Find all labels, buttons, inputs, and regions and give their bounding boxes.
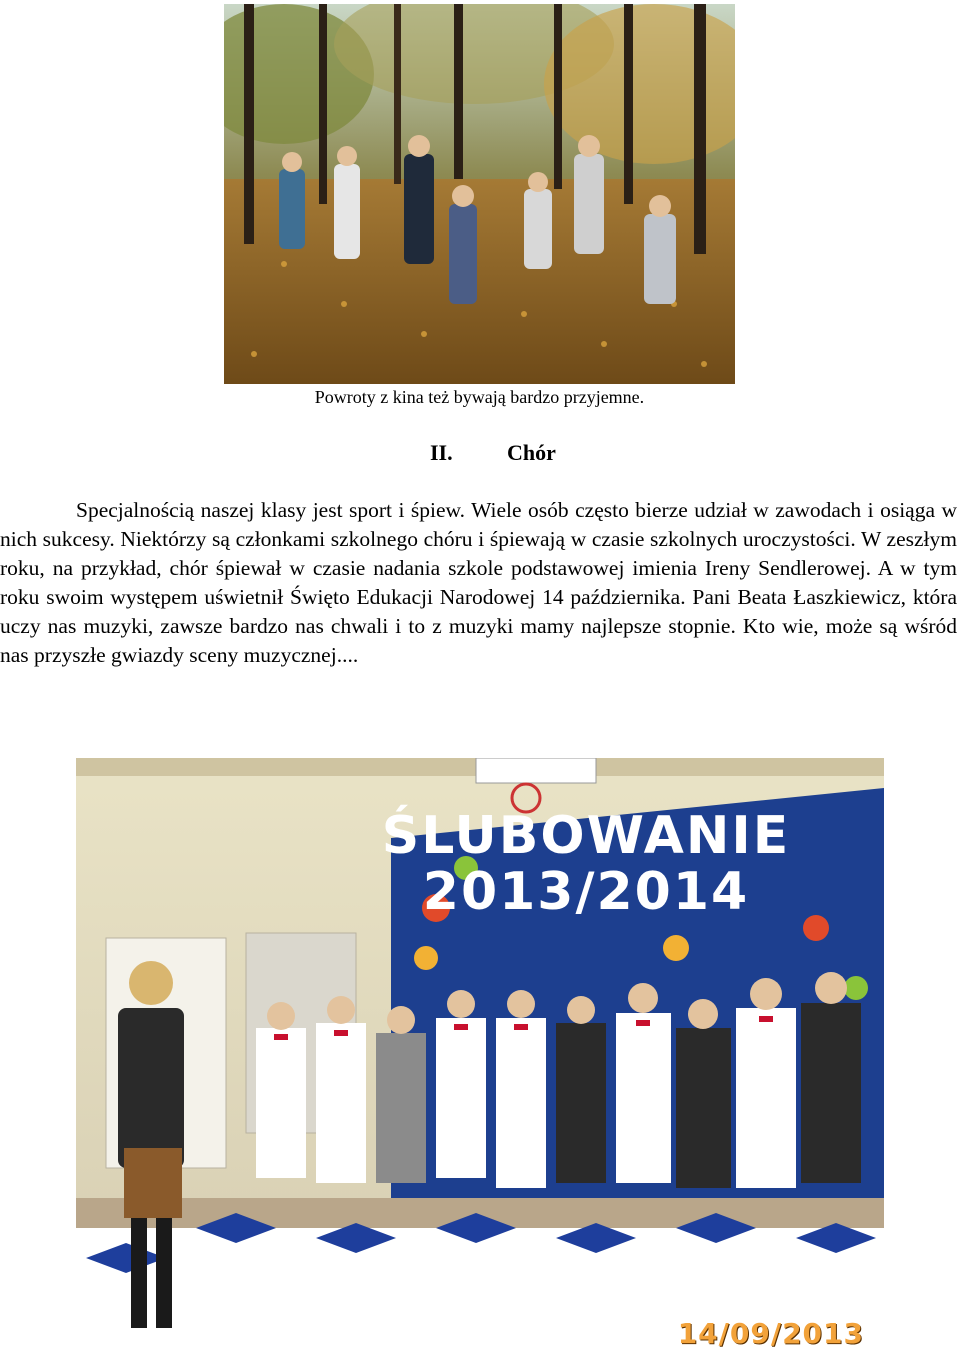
- body-paragraph: Specjalnością naszej klasy jest sport i śpiew. Wiele osób często bierze udział w zawodach i osiąga w nich sukcesy. Niektórzy są członkami szkolnego chóru i śpiewają w czasie szkolnych uroczystości. W zeszłym roku, na przykład, chór śpiewał w czasie nadania szkole podstawowej imienia Ireny Sendlerowej. A w tym roku swoim występem uświetnił Święto Edukacji Narodowej 14 października. Pani Beata Łaszkiewicz, która uczy nas muzyki, zawsze bardzo nas chwali i to z muzyki mamy najlepsze stopnie. Kto wie, może są wśród nas przyszłe gwiazdy sceny muzycznej....: [0, 498, 957, 667]
- banner-line-1: ŚLUBOWANIE: [381, 806, 791, 866]
- choir-performance-photo: [76, 758, 884, 1364]
- autumn-park-illustration: [224, 4, 735, 384]
- banner-line-2: 2013/2014: [422, 862, 750, 922]
- autumn-park-photo: [224, 4, 735, 384]
- section-title: Chór: [507, 440, 556, 465]
- photo-date-stamp: 14/09/2013: [677, 1317, 864, 1350]
- photo-caption: Powroty z kina też bywają bardzo przyjemne.: [314, 387, 645, 407]
- section-number: II.: [430, 440, 453, 465]
- banner-text: [316, 808, 856, 920]
